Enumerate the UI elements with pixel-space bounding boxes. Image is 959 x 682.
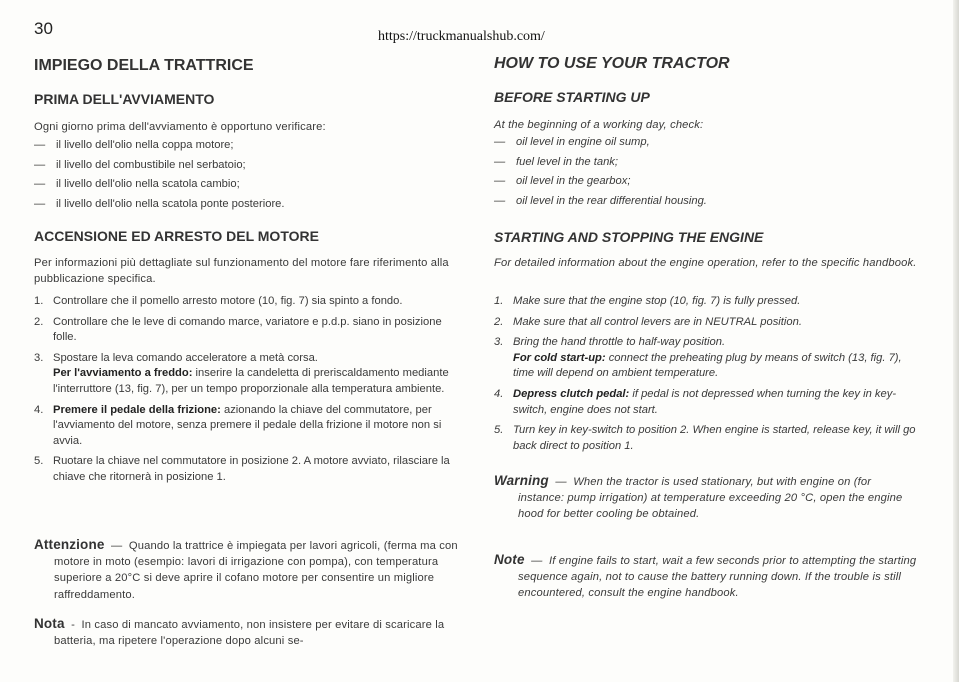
it-steps bbox=[34, 294, 462, 486]
list-item: 2. Controllare che le leve di comando marce, variatore e p.d.p. siano in posizione folle. bbox=[34, 315, 442, 344]
en-warning-label: Warning bbox=[494, 473, 549, 488]
list-item: — oil level in the rear differential housing. bbox=[494, 194, 707, 207]
source-url: https://truckmanualshub.com/ bbox=[378, 29, 545, 44]
en-reference: For detailed information about the engine operation, refer to the specific handbook. bbox=[494, 257, 917, 269]
list-item: 4. Depress clutch pedal: if pedal is not depressed when turning the key in key-switch, engine does not start. bbox=[494, 387, 897, 416]
it-warning-label: Attenzione bbox=[34, 537, 105, 552]
it-title: IMPIEGO DELLA TRATTRICE bbox=[34, 57, 254, 74]
en-subtitle-starting: STARTING AND STOPPING THE ENGINE bbox=[494, 229, 764, 245]
it-reference: Per informazioni più dettagliate sul funzionamento del motore fare riferimento alla pubblicazione specifica. bbox=[34, 257, 449, 286]
page-number: 30 bbox=[34, 19, 53, 38]
list-item: — il livello dell'olio nella coppa motore; bbox=[34, 139, 234, 151]
list-item: — il livello dell'olio nella scatola ponte posteriore. bbox=[34, 197, 285, 210]
it-subtitle-before-start: PRIMA DELL'AVVIAMENTO bbox=[34, 91, 215, 107]
list-item: — il livello del combustibile nel serbatoio; bbox=[34, 158, 246, 171]
list-item: 5. Turn key in key-switch to position 2. When engine is started, release key, it will go back direct to position 1. bbox=[494, 424, 916, 452]
list-item: — oil level in engine oil sump, bbox=[494, 136, 650, 148]
en-steps bbox=[494, 294, 922, 454]
it-note: Nota - In caso di mancato avviamento, non insistere per evitare di scaricare la batteria, ma ripetere l'operazione dopo alcuni se- bbox=[34, 616, 445, 648]
en-check-list bbox=[494, 133, 918, 211]
list-item: — il livello dell'olio nella scatola cambio; bbox=[34, 178, 240, 190]
it-warning: Attenzione — Quando la trattrice è impiegata per lavori agricoli, (ferma ma con motore in moto (esempio: lavori di irrigazione con pompa), con temperatura superiore a 20°C si deve aprire il cofano motore per consentire un migliore raffreddamento. bbox=[34, 537, 458, 601]
en-intro: At the beginning of a working day, check: bbox=[494, 119, 704, 131]
en-note: Note — If engine fails to start, wait a few seconds prior to attempting the starting sequence again, not to cause the battery running down. If the trouble is still encountered, consult the engine handbook. bbox=[494, 552, 917, 600]
it-check-list bbox=[34, 136, 458, 214]
it-note-label: Nota bbox=[34, 616, 65, 631]
en-warning: Warning — When the tractor is used stationary, but with engine on (for instance: pump irrigation) at temperature exceeding 20 °C, open the engine hood for better cooling be obtained. bbox=[494, 473, 903, 521]
page-edge-shadow bbox=[953, 0, 959, 682]
en-subtitle-before-start: BEFORE STARTING UP bbox=[494, 89, 650, 105]
list-item: 1. Make sure that the engine stop (10, fig. 7) is fully pressed. bbox=[494, 295, 801, 307]
list-item: 5. Ruotare la chiave nel commutatore in posizione 2. A motore avviato, rilasciare la chiave che ritornerà in posizione 1. bbox=[34, 455, 450, 483]
list-item: 3. Spostare la leva comando acceleratore a metà corsa. Per l'avviamento a freddo: inserire la candeletta di preriscaldamento mediante l'interruttore (13, fig. 7), per un tempo proporzionale alla temperatura ambiente. bbox=[34, 351, 449, 395]
it-intro: Ogni giorno prima dell'avviamento è opportuno verificare: bbox=[34, 121, 326, 133]
en-title: HOW TO USE YOUR TRACTOR bbox=[494, 55, 730, 72]
en-note-label: Note bbox=[494, 552, 525, 567]
list-item: 1. Controllare che il pomello arresto motore (10, fig. 7) sia spinto a fondo. bbox=[34, 295, 403, 307]
list-item: — fuel level in the tank; bbox=[494, 155, 618, 168]
it-subtitle-starting: ACCENSIONE ED ARRESTO DEL MOTORE bbox=[34, 228, 319, 244]
list-item: 2. Make sure that all control levers are in NEUTRAL position. bbox=[494, 315, 802, 328]
list-item: 3. Bring the hand throttle to half-way position. For cold start-up: connect the preheating plug by means of switch (13, fig. 7), time will depend on ambient temperature. bbox=[494, 336, 902, 380]
list-item: — oil level in the gearbox; bbox=[494, 175, 631, 187]
list-item: 4. Premere il pedale della frizione: azionando la chiave del commutatore, per l'avviamento del motore, senza premere il pedale della frizione il motore non si avvia. bbox=[34, 403, 442, 447]
